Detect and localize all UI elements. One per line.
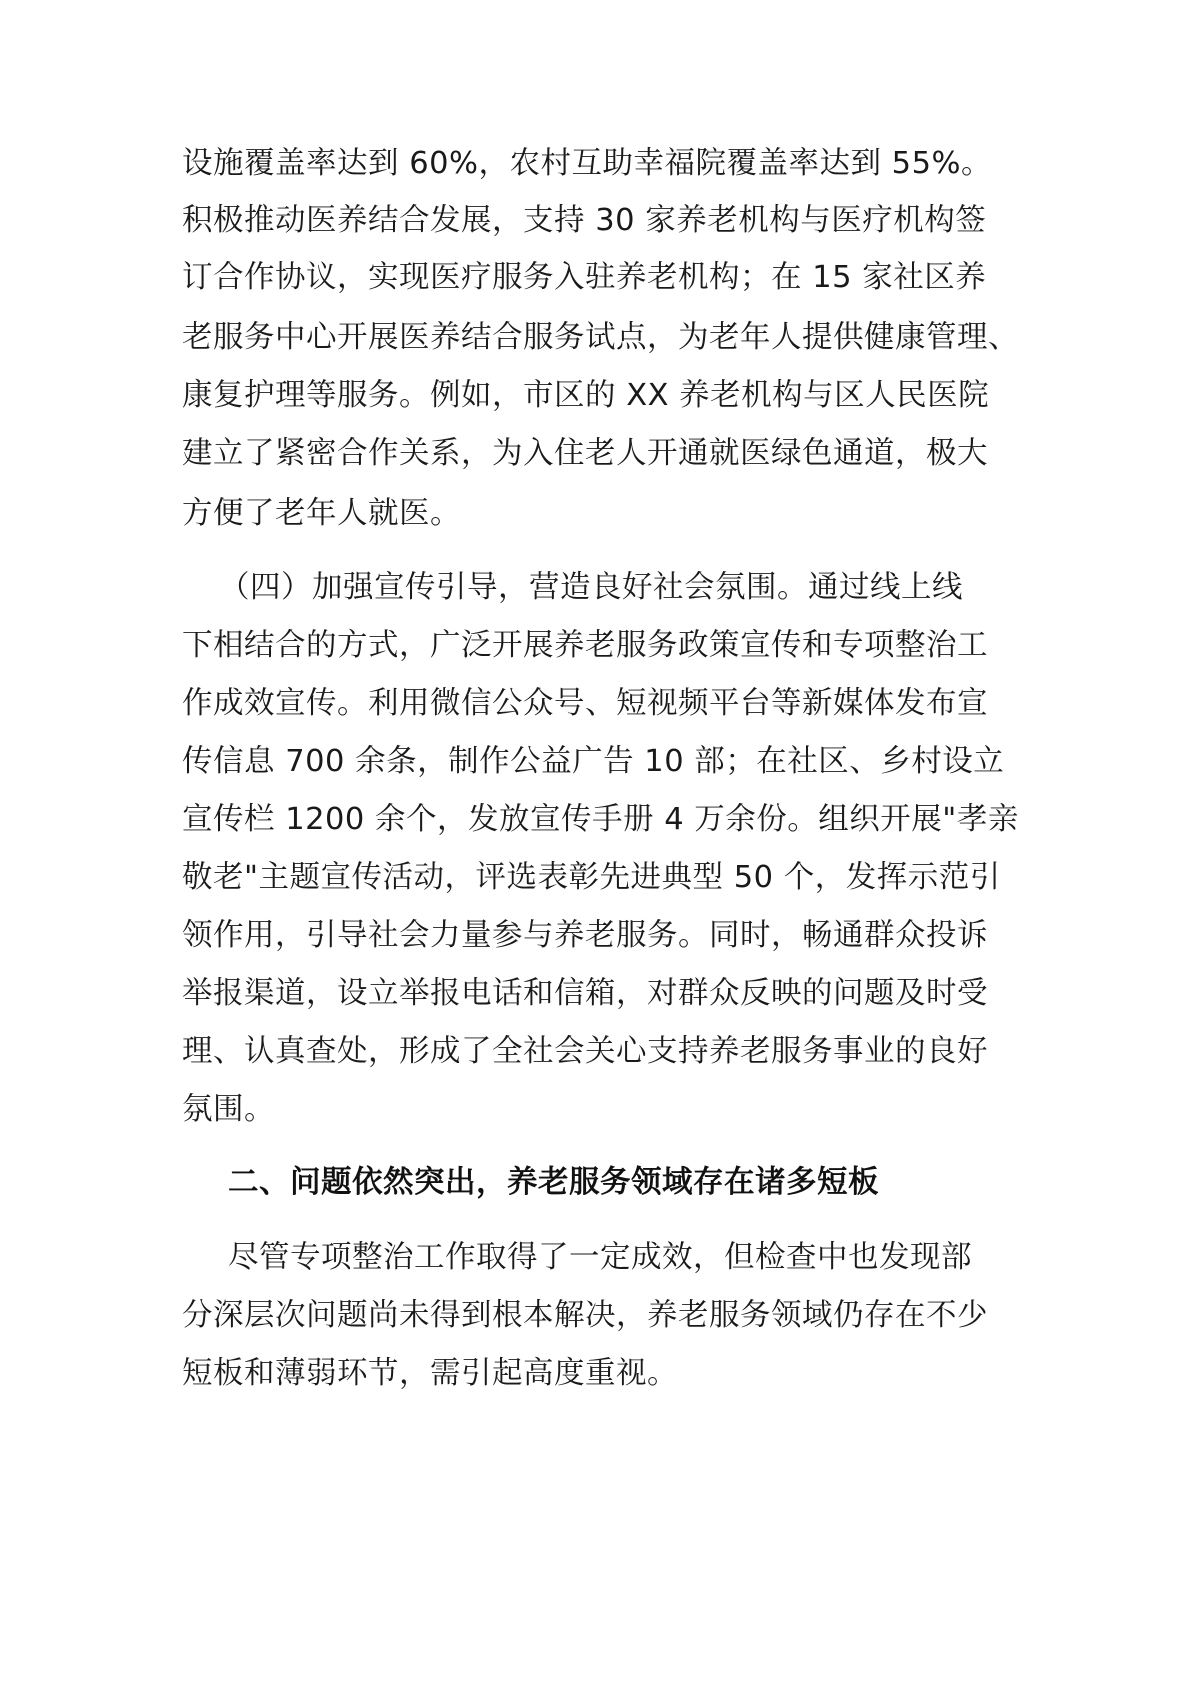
paragraph-2-line-6: 敬老"主题宣传活动，评选表彰先进典型 50 个，发挥示范引 <box>182 860 1001 895</box>
paragraph-1-line-6: 建立了紧密合作关系，为入住老人开通就医绿色通道，极大 <box>182 436 988 471</box>
paragraph-2-line-9: 理、认真查处，形成了全社会关心支持养老服务事业的良好 <box>182 1034 988 1069</box>
section-heading: 二、问题依然突出，养老服务领域存在诸多短板 <box>228 1165 879 1200</box>
paragraph-3-line-2: 分深层次问题尚未得到根本解决，养老服务领域仍存在不少 <box>182 1298 988 1333</box>
paragraph-3-line-3: 短板和薄弱环节，需引起高度重视。 <box>182 1356 678 1391</box>
paragraph-1-line-2: 积极推动医养结合发展，支持 30 家养老机构与医疗机构签 <box>182 203 987 238</box>
paragraph-2-line-4: 传信息 700 余条，制作公益广告 10 部；在社区、乡村设立 <box>182 744 1005 779</box>
paragraph-1-line-7: 方便了老年人就医。 <box>182 496 461 531</box>
paragraph-2-line-3: 作成效宣传。利用微信公众号、短视频平台等新媒体发布宣 <box>182 686 988 721</box>
paragraph-2-line-7: 领作用，引导社会力量参与养老服务。同时，畅通群众投诉 <box>182 918 988 953</box>
paragraph-2-line-2: 下相结合的方式，广泛开展养老服务政策宣传和专项整治工 <box>182 628 988 663</box>
paragraph-1-line-4: 老服务中心开展医养结合服务试点，为老年人提供健康管理、 <box>182 320 1019 355</box>
paragraph-1-line-5: 康复护理等服务。例如，市区的 XX 养老机构与区人民医院 <box>182 378 990 413</box>
paragraph-2-line-5: 宣传栏 1200 余个，发放宣传手册 4 万余份。组织开展"孝亲 <box>182 802 1019 837</box>
paragraph-2-line-1: （四）加强宣传引导，营造良好社会氛围。通过线上线 <box>219 570 963 605</box>
paragraph-2-line-10: 氛围。 <box>182 1092 275 1127</box>
paragraph-1-line-3: 订合作协议，实现医疗服务入驻养老机构；在 15 家社区养 <box>182 260 987 295</box>
paragraph-3-line-1: 尽管专项整治工作取得了一定成效，但检查中也发现部 <box>228 1240 972 1275</box>
paragraph-1-line-1: 设施覆盖率达到 60%，农村互助幸福院覆盖率达到 55%。 <box>182 146 992 181</box>
paragraph-2-line-8: 举报渠道，设立举报电话和信箱，对群众反映的问题及时受 <box>182 976 988 1011</box>
